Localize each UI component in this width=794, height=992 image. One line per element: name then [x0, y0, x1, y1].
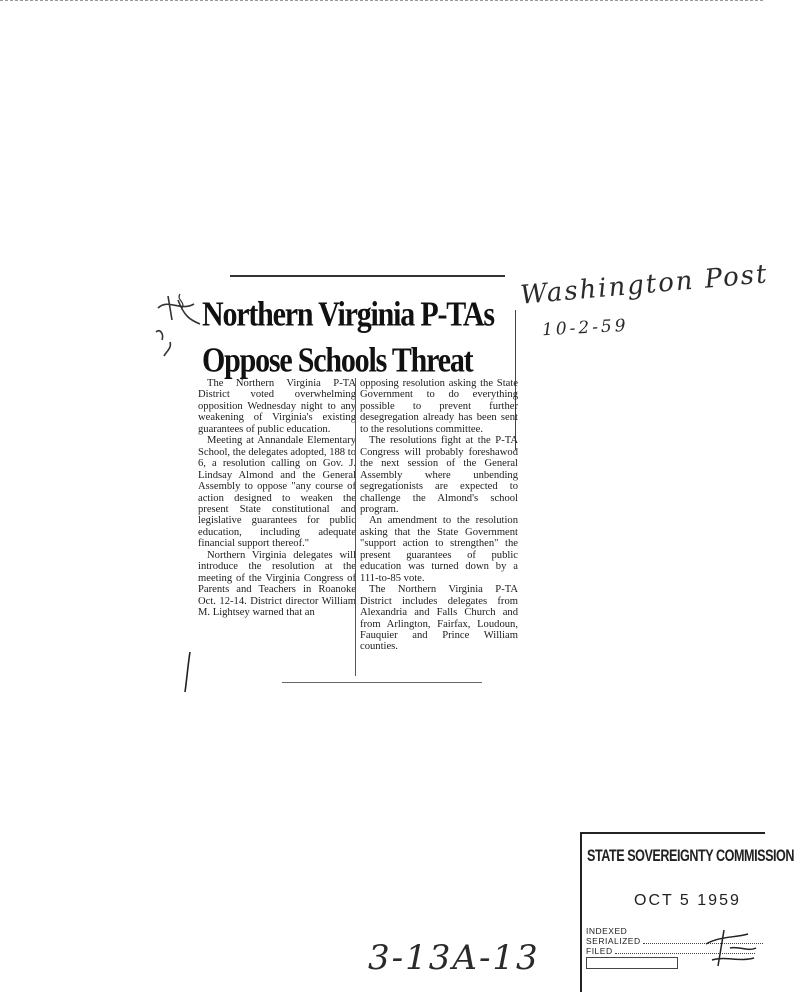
- article-paragraph: The resolutions fight at the P-TA Congress will probably foreshawod the next session of the General Assembly where unbending segregationists are expected to challenge the Almond's school program.: [360, 435, 518, 515]
- margin-pen-stroke: [182, 650, 194, 694]
- headline: [202, 292, 522, 384]
- stamp-box: [586, 957, 678, 969]
- stamp-indexed-line: [586, 926, 627, 936]
- article-column-left: [198, 378, 356, 619]
- clipping-bottom-rule: [282, 682, 482, 683]
- handwritten-file-number: 3-13A-13: [368, 938, 540, 978]
- headline-line-2: Oppose Schools Threat: [202, 341, 473, 380]
- margin-scribble-mark: [150, 290, 210, 360]
- stamp-title: STATE SOVEREIGNTY COMMISSION: [587, 846, 794, 865]
- stamp-indexed-label: INDEXED: [586, 926, 628, 936]
- column-divider: [355, 378, 356, 676]
- perforation-edge: [0, 0, 763, 3]
- handwritten-publication: Washington Post: [519, 259, 770, 311]
- newspaper-clipping: [150, 270, 530, 690]
- commission-stamp: [580, 832, 794, 992]
- stamp-serialized-label: SERIALIZED: [586, 936, 641, 946]
- stamp-initials-mark: [700, 926, 760, 974]
- article-paragraph: Northern Virginia delegates will introduce the resolution at the meeting of the Virginia Congress of Parents and Teachers in Roanoke Oct. 12-14. District director William M. Lightsey warned that an: [198, 549, 356, 619]
- clipping-top-rule: [230, 275, 505, 277]
- headline-line-1: Northern Virginia P-TAs: [202, 295, 494, 334]
- stamp-filed-label: FILED: [586, 946, 613, 956]
- article-paragraph: Meeting at Annandale Elementary School, the delegates adopted, 188 to 6, a resolution calling on Gov. J. Lindsay Almond and the General Assembly to oppose "any course of action designed to weaken the present State constitutional and legislative guarantees for public education, including adequate financial support thereof.": [198, 435, 356, 550]
- stamp-date: OCT 5 1959: [634, 892, 741, 909]
- handwritten-date: 10-2-59: [541, 315, 630, 341]
- article-paragraph: The Northern Virginia P-TA District voted overwhelming opposition Wednesday night to any weakening of Virginia's existing guarantees of public education.: [198, 378, 356, 435]
- article-paragraph: An amendment to the resolution asking that the State Government "support action to strengthen" the present guarantees of public education was turned down by a 111-to-85 vote.: [360, 515, 518, 584]
- article-column-right: [360, 378, 518, 653]
- article-paragraph: The Northern Virginia P-TA District includes delegates from Alexandria and Falls Church and from Arlington, Fairfax, Loudoun, Fauquier and Prince William counties.: [360, 584, 518, 653]
- article-paragraph: opposing resolution asking the State Government to do everything possible to prevent further desegregation already has been sent to the resolutions committee.: [360, 378, 518, 435]
